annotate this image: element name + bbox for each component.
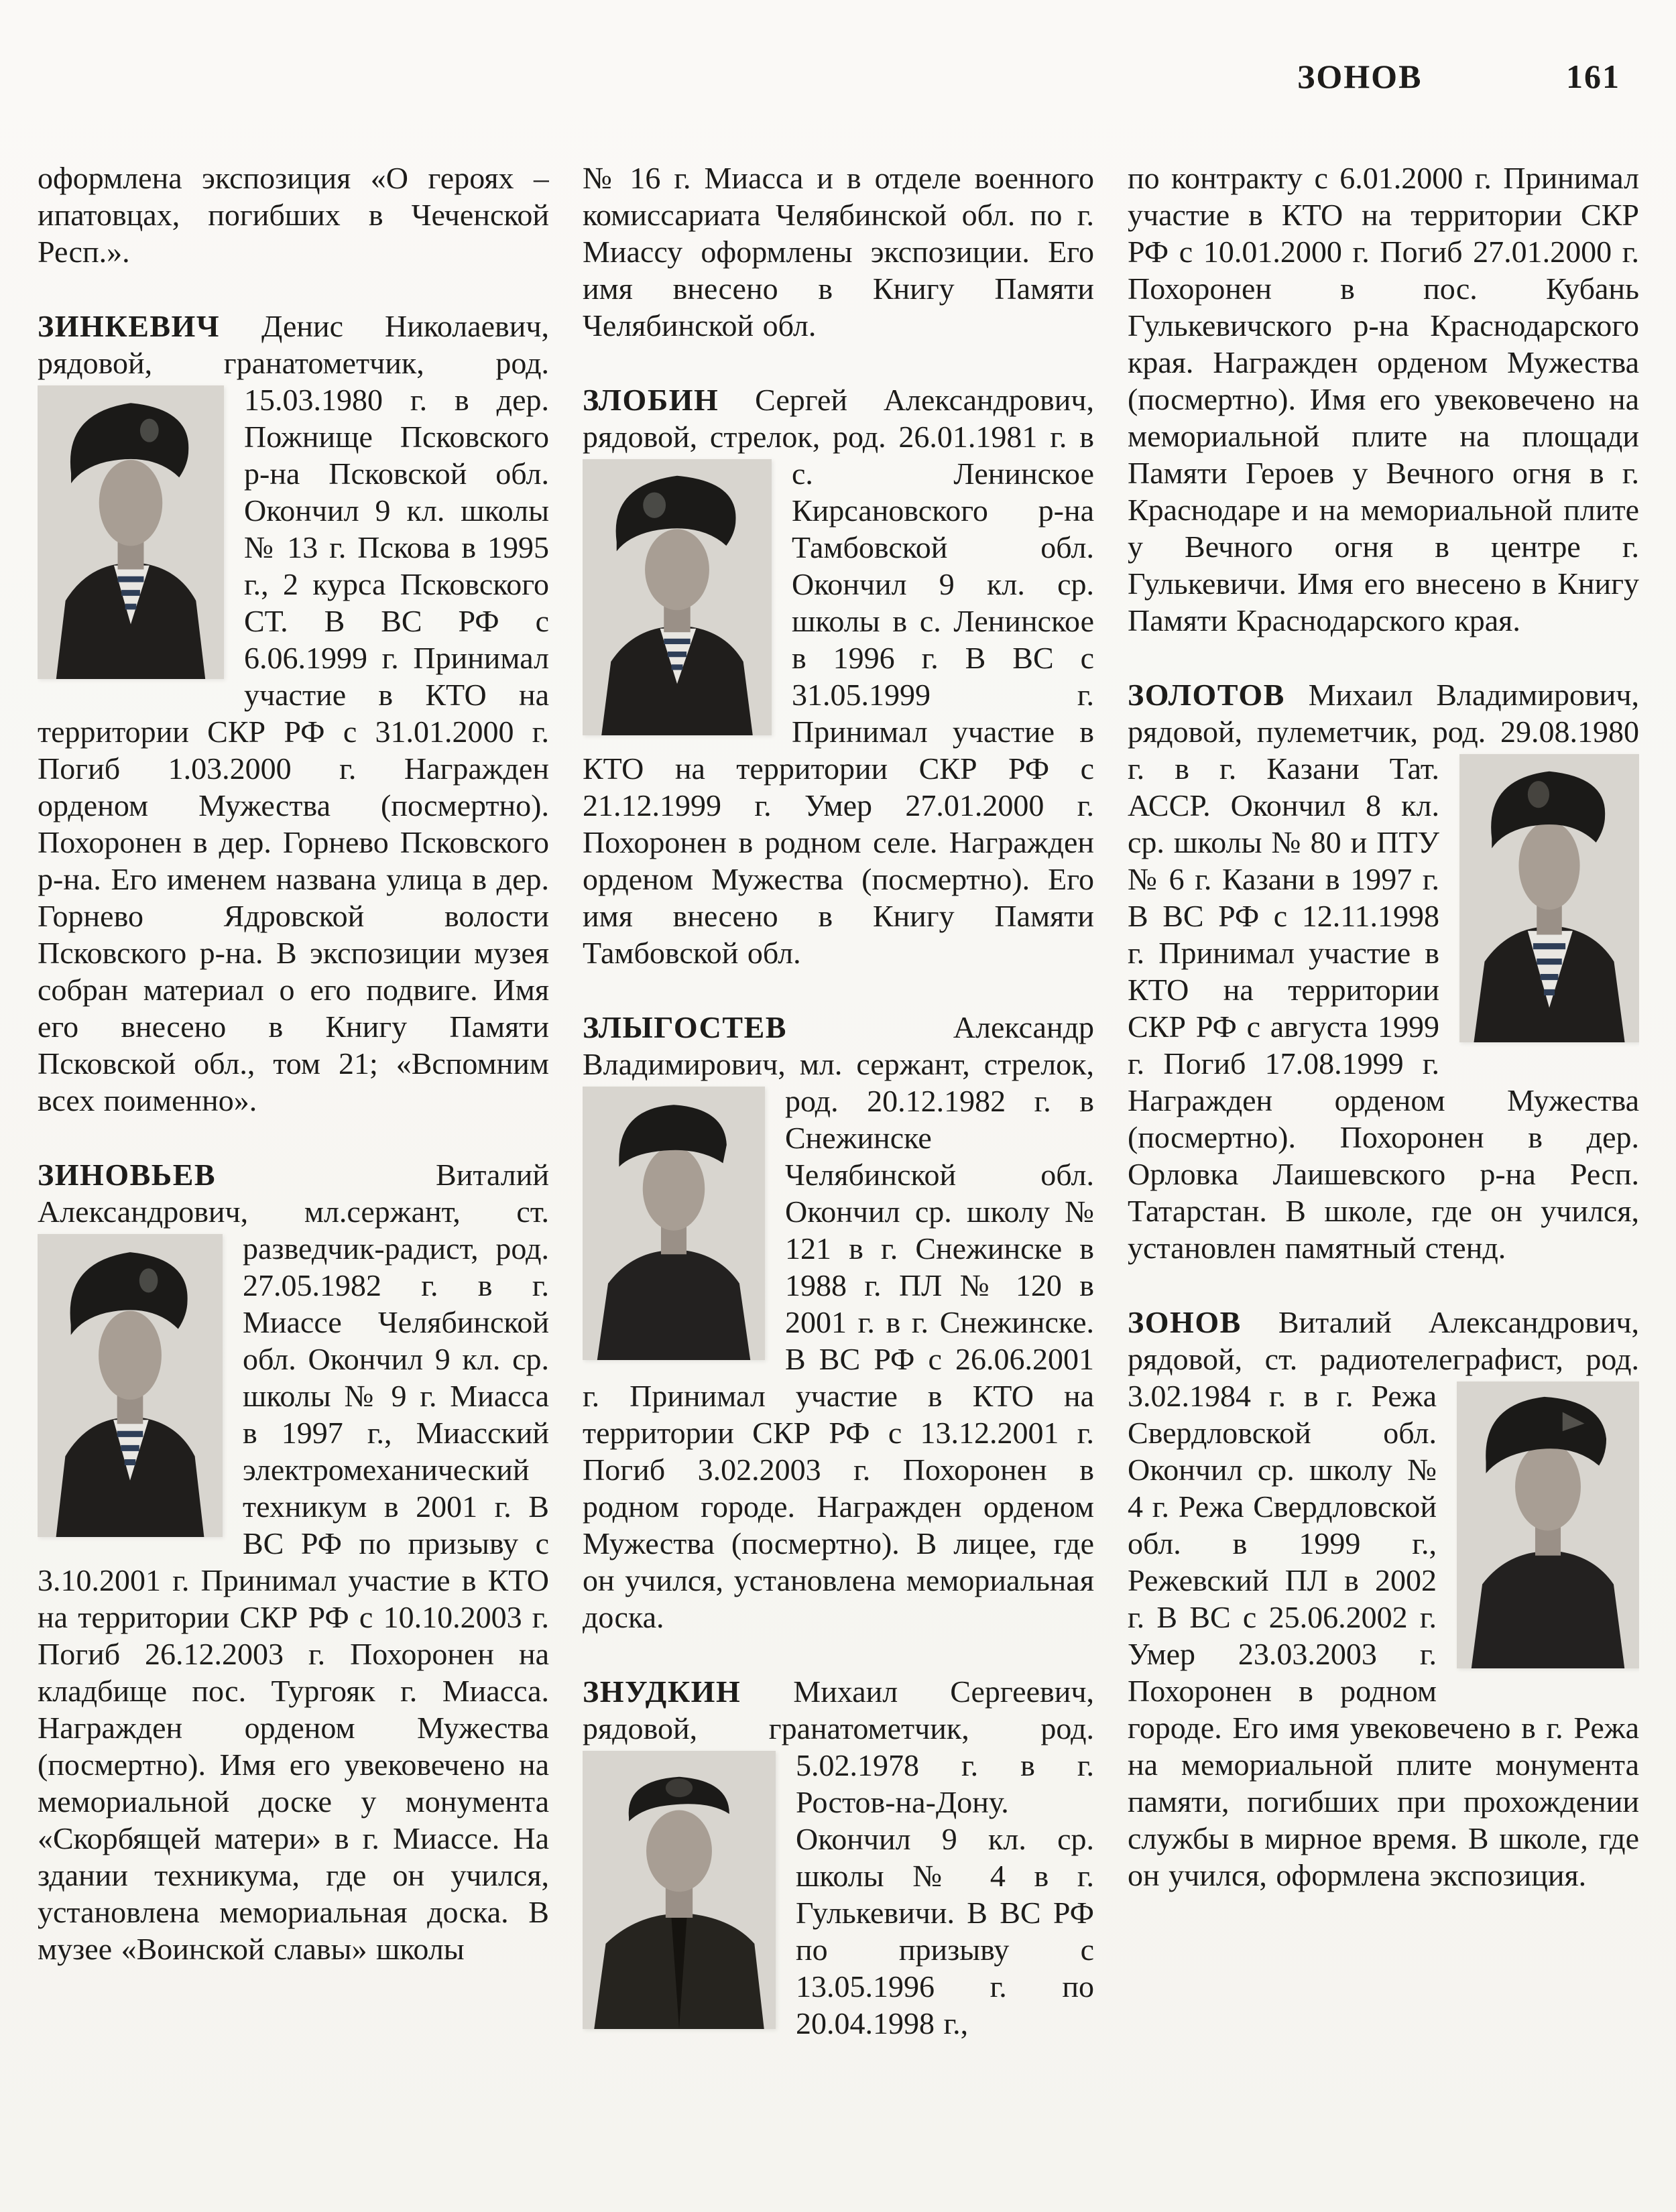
portrait-photo-znudkin — [583, 1751, 776, 2029]
entry-body-zinoviev: 27.05.1982 г. в г. Миассе Челябинской обл. Окончил 9 кл. ср. школы № 9 г. Миасса в 1997 г., Миасский электромеханический техникум в 2001 г. В ВС РФ по призыву с 3.10.2001 г. Принимал участие в КТО на территории СКР РФ с 10.10.2003 г. Погиб 26.12.2003 г. Похоронен на кладбище пос. Тургояк г. Миасса. Награжден орденом Мужества (посмертно). Имя его увековечено на мемориальной доске у монумента «Скорбящей матери» в г. Миассе. На здании техникума, где он учился, установлена мемориальная доска. В музее «Воинской славы» школы — [38, 1268, 549, 1966]
running-header-title: ЗОНОВ — [1297, 58, 1423, 95]
entry-zlygostev — [583, 1009, 1094, 1636]
entry-surname-zinkevich: ЗИНКЕВИЧ — [38, 309, 221, 343]
entry-zlobin — [583, 381, 1094, 971]
entry-body-zlobin: в с. Ленинское Кирсановского р-на Тамбовской обл. Окончил 9 кл. ср. школы в с. Ленинское в 1996 г. В ВС с 31.05.1999 г. Принимал участие в КТО на территории СКР РФ с 21.12.1999 г. Умер 27.01.2000 г. Похоронен в родном селе. Награжден орденом Мужества (посмертно). Его имя внесено в Книгу Памяти Тамбовской обл. — [583, 420, 1094, 970]
portrait-photo-zinoviev — [38, 1234, 223, 1537]
entry-intro-zinkevich: Денис Николаевич, рядовой, гранатометчик, род. — [38, 309, 549, 380]
portrait-photo-zlobin — [583, 459, 772, 735]
portrait-photo-zinkevich — [38, 385, 224, 679]
entry-body-zonov: 3.02.1984 г. в г. Режа Свердловской обл. Окончил ср. школу № 4 г. Режа Свердловской обл. в 1999 г., Режевский ПЛ в 2002 г. В ВС с 25.06.2002 г. Умер 23.03.2003 г. Похоронен в родном городе. Его имя увековечено в г. Режа на мемориальной плите монумента памяти, погибших при прохождении службы в мирное время. В школе, где он учился, оформлена экспозиция. — [1128, 1379, 1639, 1892]
text-columns — [38, 160, 1640, 2191]
page-number: 161 — [1566, 58, 1620, 95]
entry-znudkin — [583, 1673, 1094, 2042]
column-1 — [38, 160, 549, 2191]
entry-intro-zlobin: Сергей Александрович, рядовой, стрелок, род. 26.01.1981 г. — [583, 383, 1094, 454]
entry-intro-zlygostev: Александр Владимирович, мл. сержант, стрелок, род. — [583, 1010, 1094, 1118]
entry-zinoviev — [38, 1156, 549, 1967]
column-2 — [583, 160, 1094, 2191]
paragraph-continuation-col2: № 16 г. Миасса и в отделе военного комиссариата Челябинской обл. по г. Миассу оформлены экспозиции. Его имя внесено в Книгу Памяти Челябинской обл. — [583, 161, 1094, 343]
entry-zinkevich — [38, 308, 549, 1119]
entry-intro-znudkin: Михаил Сергеевич, рядовой, гранатометчик, род. — [583, 1674, 1094, 1745]
entry-zonov — [1128, 1304, 1639, 1894]
entry-surname-zonov: ЗОНОВ — [1128, 1305, 1242, 1339]
entry-zolotov — [1128, 676, 1639, 1266]
portrait-photo-zolotov — [1459, 754, 1639, 1042]
entry-body-zlygostev: 20.12.1982 г. в Снежинске Челябинской обл. Окончил ср. школу № 121 в г. Снежинске в 1988 г. ПЛ № 120 в 2001 г. в г. Снежинске. В ВС РФ с 26.06.2001 г. Принимал участие в КТО на территории СКР РФ с 13.12.2001 г. Погиб 3.02.2003 г. Похоронен в родном городе. Награжден орденом Мужества (посмертно). В лицее, где он учился, установлена мемориальная доска. — [583, 1084, 1094, 1634]
entry-surname-znudkin: ЗНУДКИН — [583, 1674, 741, 1709]
entry-intro-zinoviev: Виталий Александрович, мл.сержант, ст. разведчик-радист, род. — [38, 1158, 549, 1266]
entry-intro-zonov: Виталий Александрович, рядовой, ст. радиотелеграфист, род. — [1128, 1305, 1639, 1376]
paragraph-continuation-col3: по контракту с 6.01.2000 г. Принимал участие в КТО на территории СКР РФ с 10.01.2000 г. Погиб 27.01.2000 г. Похоронен в пос. Кубань Гулькевичского р-на Краснодарского края. Награжден орденом Мужества (посмертно). Имя его увековечено на мемориальной плите на площади Памяти Героев у Вечного огня в г. Краснодаре и на мемориальной плите у Вечного огня в центре г. Гулькевичи. Имя его внесено в Книгу Памяти Краснодарского края. — [1128, 161, 1639, 637]
entry-body-zolotov: 29.08.1980 г. в г. Казани Тат. АССР. Окончил 8 кл. ср. школы № 80 и ПТУ № 6 г. Казани в 1997 г. В ВС РФ с 12.11.1998 г. Принимал участие в КТО на территории СКР РФ с августа 1999 г. Погиб 17.08.1999 г. Награжден орденом Мужества (посмертно). Похоронен в дер. Орловка Лаишевского р-на Респ. Татарстан. В школе, где он учился, установлен памятный стенд. — [1128, 715, 1639, 1265]
entry-surname-zolotov: ЗОЛОТОВ — [1128, 678, 1285, 712]
entry-surname-zlygostev: ЗЛЫГОСТЕВ — [583, 1010, 787, 1044]
column-3 — [1128, 160, 1639, 2191]
entry-intro-zolotov: Михаил Владимирович, рядовой, пулеметчик, род. — [1128, 678, 1639, 749]
entry-surname-zlobin: ЗЛОБИН — [583, 383, 719, 417]
portrait-photo-zlygostev — [583, 1087, 765, 1360]
entry-surname-zinoviev: ЗИНОВЬЕВ — [38, 1158, 217, 1192]
paragraph-continuation-col1: оформлена экспозиция «О героях – ипатовцах, погибших в Чеченской Респ.». — [38, 161, 549, 269]
portrait-photo-zonov — [1457, 1381, 1639, 1668]
running-header — [1297, 58, 1620, 95]
entry-body-zinkevich: 15.03.1980 г. в дер. Пожнище Псковского р-на Псковской обл. Окончил 9 кл. школы № 13 г. Пскова в 1995 г., 2 курса Псковского СТ. В ВС РФ с 6.06.1999 г. Принимал участие в КТО на территории СКР РФ с 31.01.2000 г. Погиб 1.03.2000 г. Награжден орденом Мужества (посмертно). Похоронен в дер. Горнево Псковского р-на. Его именем названа улица в дер. Горнево Ядровской волости Псковского р-на. В экспозиции музея собран материал о его подвиге. Имя его внесено в Книгу Памяти Псковской обл., том 21; «Вспомним всех поименно». — [38, 383, 549, 1117]
entry-body-znudkin: 5.02.1978 г. в г. Ростов-на-Дону. Окончил 9 кл. ср. школы № 4 в г. Гулькевичи. В ВС РФ по призыву с 13.05.1996 г. по 20.04.1998 г., — [796, 1748, 1094, 2040]
